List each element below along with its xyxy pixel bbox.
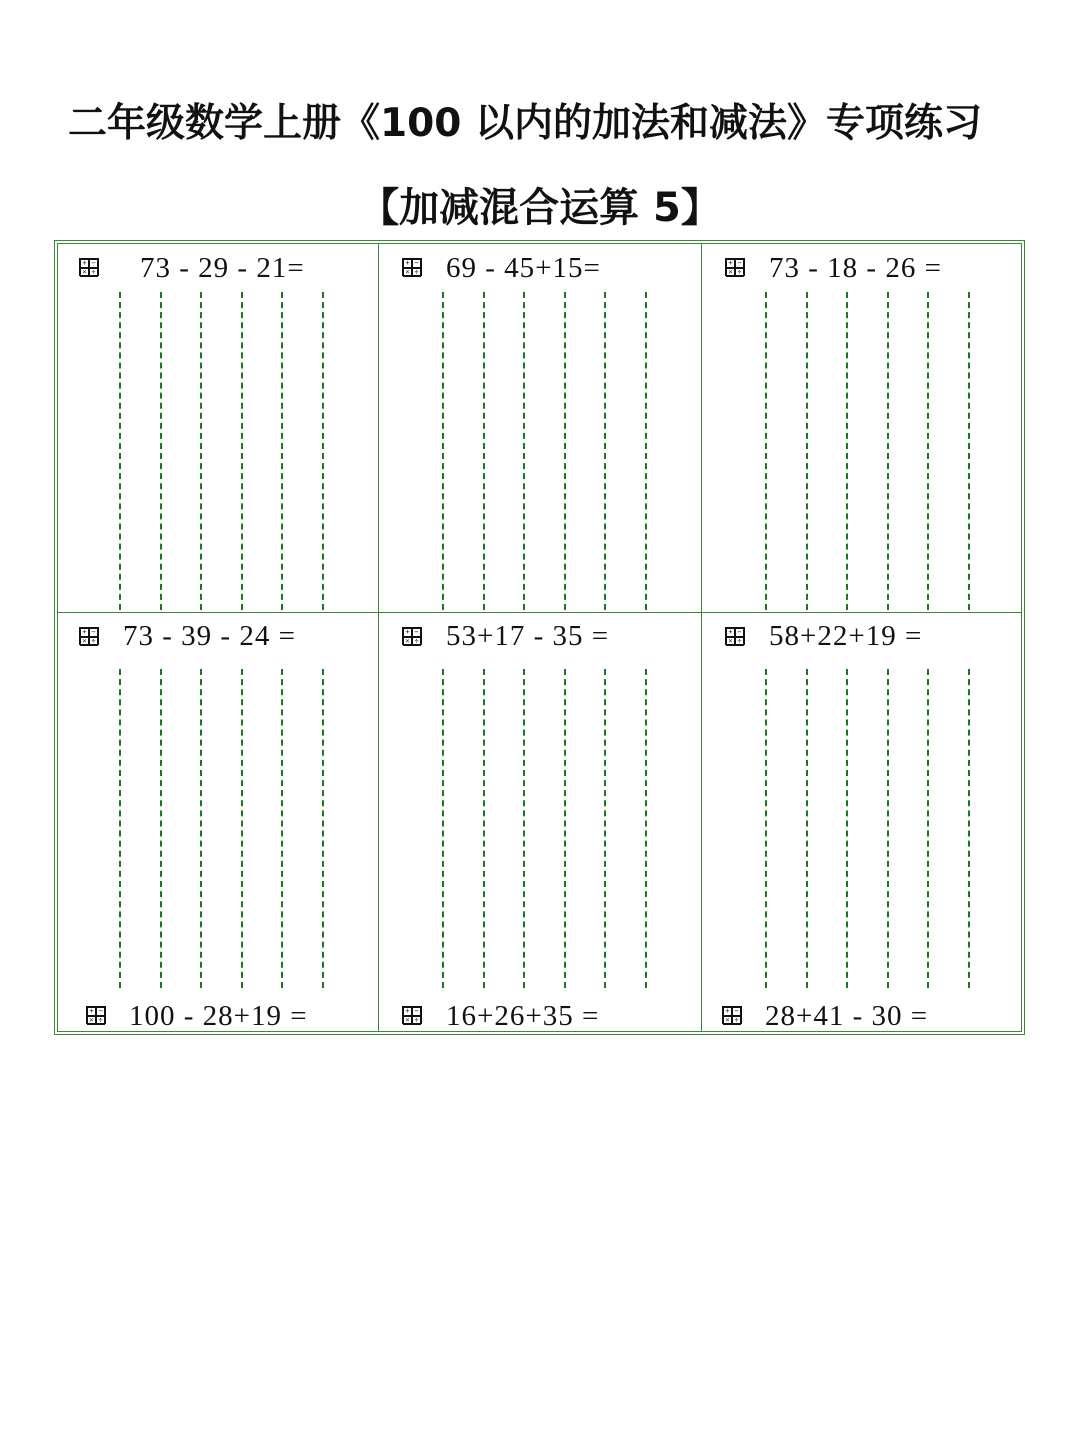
problem-expression: 73 - 18 - 26 =: [769, 252, 942, 284]
working-guide-line: [241, 669, 243, 988]
problem-expression: 73 - 39 - 24 =: [123, 620, 296, 652]
calculator-icon: + − × ÷: [725, 627, 745, 645]
working-guide-line: [160, 292, 162, 610]
working-guide-line: [483, 669, 485, 988]
working-guide-line: [887, 292, 889, 610]
working-guide-line: [119, 292, 121, 610]
working-guide-line: [968, 669, 970, 988]
working-guide-line: [645, 292, 647, 610]
working-guide-line: [281, 292, 283, 610]
working-guide-line: [241, 292, 243, 610]
working-guide-line: [483, 292, 485, 610]
working-guide-line: [927, 292, 929, 610]
working-guide-line: [564, 292, 566, 610]
calculator-icon: + − × ÷: [79, 258, 99, 276]
working-guide-line: [846, 669, 848, 988]
working-guide-line: [604, 669, 606, 988]
working-guide-line: [160, 669, 162, 988]
working-guide-line: [604, 292, 606, 610]
problem-expression: 53+17 - 35 =: [446, 620, 610, 652]
working-guide-line: [806, 669, 808, 988]
working-guide-line: [846, 292, 848, 610]
working-guide-line: [887, 669, 889, 988]
working-guide-line: [281, 669, 283, 988]
problem-expression: 73 - 29 - 21=: [140, 252, 305, 284]
working-guide-line: [645, 669, 647, 988]
calculator-icon: + − × ÷: [402, 1006, 422, 1024]
calculator-icon: + − × ÷: [722, 1006, 742, 1024]
calculator-icon: + − × ÷: [79, 627, 99, 645]
working-guide-line: [442, 669, 444, 988]
worksheet-subtitle: 【加减混合运算 5】: [359, 185, 721, 231]
grid-divider: [378, 243, 379, 1032]
working-guide-line: [927, 669, 929, 988]
working-guide-line: [119, 669, 121, 988]
problem-expression: 69 - 45+15=: [446, 252, 601, 284]
calculator-icon: + − × ÷: [86, 1006, 106, 1024]
calculator-icon: + − × ÷: [725, 258, 745, 276]
working-guide-line: [523, 292, 525, 610]
worksheet-title: 二年级数学上册《100 以内的加法和减法》专项练习: [68, 101, 982, 146]
problem-expression: 100 - 28+19 =: [129, 1000, 308, 1032]
problem-expression: 58+22+19 =: [769, 620, 923, 652]
working-guide-line: [200, 669, 202, 988]
working-guide-line: [200, 292, 202, 610]
working-guide-line: [765, 669, 767, 988]
grid-divider: [701, 243, 702, 1032]
calculator-icon: + − × ÷: [402, 258, 422, 276]
problem-expression: 28+41 - 30 =: [765, 1000, 929, 1032]
working-guide-line: [765, 292, 767, 610]
working-guide-line: [806, 292, 808, 610]
calculator-icon: + − × ÷: [402, 627, 422, 645]
working-guide-line: [322, 292, 324, 610]
working-guide-line: [442, 292, 444, 610]
problem-expression: 16+26+35 =: [446, 1000, 600, 1032]
working-guide-line: [564, 669, 566, 988]
grid-divider: [57, 612, 1022, 613]
working-guide-line: [968, 292, 970, 610]
working-guide-line: [523, 669, 525, 988]
working-guide-line: [322, 669, 324, 988]
